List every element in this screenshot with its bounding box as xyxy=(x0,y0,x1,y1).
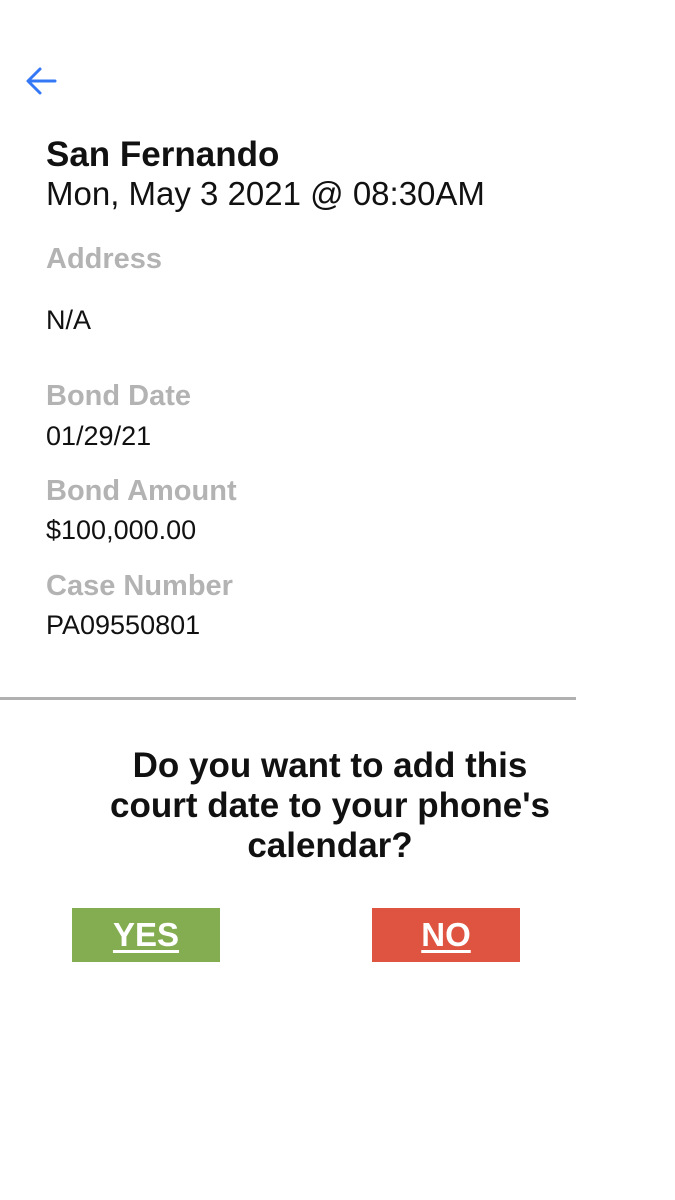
court-name: San Fernando xyxy=(46,135,280,174)
prompt-line: Do you want to add this xyxy=(132,746,528,785)
bond-amount-label: Bond Amount xyxy=(46,475,237,507)
bond-date-value: 01/29/21 xyxy=(46,421,152,451)
case-number-label: Case Number xyxy=(46,570,233,602)
calendar-prompt xyxy=(40,746,620,866)
prompt-line: court date to your phone's xyxy=(109,786,550,825)
bond-amount-value: $100,000.00 xyxy=(46,515,197,545)
yes-button[interactable] xyxy=(72,908,220,962)
court-datetime: Mon, May 3 2021 @ 08:30AM xyxy=(46,175,485,212)
address-value: N/A xyxy=(46,305,92,335)
address-label: Address xyxy=(46,243,163,275)
prompt-line: calendar? xyxy=(247,826,413,865)
divider xyxy=(0,697,576,700)
bond-date-label: Bond Date xyxy=(46,380,191,412)
back-button[interactable] xyxy=(22,62,60,100)
no-button-label: NO xyxy=(421,916,471,953)
yes-button-label: YES xyxy=(112,916,180,953)
no-button[interactable] xyxy=(372,908,520,962)
case-number-value: PA09550801 xyxy=(46,610,201,640)
arrow-left-icon xyxy=(24,66,58,96)
